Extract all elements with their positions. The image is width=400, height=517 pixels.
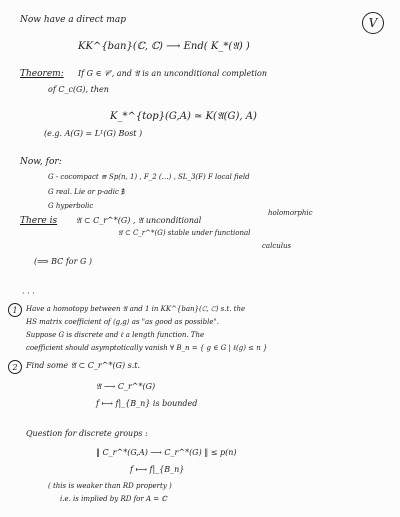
item-number-badge: 1: [8, 303, 22, 317]
note-line: Now, for:: [20, 157, 62, 167]
note-line: ( this is weaker than RD property ): [48, 482, 172, 490]
note-formula: f ⟼ f|_{B_n}: [130, 465, 185, 474]
note-annotation: holomorphic: [268, 209, 313, 217]
note-line: Suppose G is discrete and ℓ a length function. The: [26, 331, 205, 339]
note-line: Now have a direct map: [20, 15, 126, 25]
note-line: HS matrix coefficient of ⟨g,g⟩ as "as good as possible".: [26, 318, 219, 326]
note-line: Find some 𝔄 ⊂ C_r^*(G) s.t.: [26, 361, 141, 370]
note-line: If G ∈ 𝒞′, and 𝔄 is an unconditional completion: [78, 69, 267, 78]
note-line: (e.g. A(G) = L¹(G) Bost ): [44, 129, 143, 138]
note-line: calculus: [262, 242, 292, 250]
theorem-heading: Theorem:: [20, 69, 64, 79]
page-number-badge: V: [362, 12, 384, 34]
note-formula: f ⟼ f|_{B_n} is bounded: [96, 399, 198, 408]
separator-dots: · · ·: [22, 289, 35, 298]
note-line: 𝔄 ⊂ C_r^*(G) , 𝔄 unconditional: [76, 216, 202, 225]
note-formula: ‖ C_r^*(G,A) ⟶ C_r^*(G) ‖ ≤ p(n): [96, 448, 237, 457]
note-line: G hyperbolic: [48, 202, 94, 210]
note-heading: There is: [20, 216, 58, 226]
note-line: G real. Lie or p-adic ∄: [48, 188, 125, 196]
note-line: 𝔄 ⊂ C_r^*(G) stable under functional: [118, 229, 251, 237]
note-formula: 𝔄 ⟶ C_r^*(G): [96, 382, 156, 391]
note-line: Have a homotopy between 𝔄 and 1 in KK^{ban}(ℂ, ℂ) s.t. the: [26, 305, 246, 313]
note-formula: KK^{ban}(ℂ, ℂ) ⟶ End( K_*(𝔄) ): [78, 41, 250, 52]
note-line: coefficient should asymptotically vanish ∀ B_n = { g ∈ G | ℓ(g) ≤ n }: [26, 344, 268, 352]
note-line: (⟹ BC for G ): [34, 257, 93, 266]
note-formula: K_*^{top}(G,A) ≃ K(𝔄(G), A): [110, 111, 257, 122]
item-number-badge: 2: [8, 360, 22, 374]
note-line: Question for discrete groups :: [26, 429, 148, 438]
note-line: of C_c(G), then: [48, 85, 109, 94]
note-line: i.e. is implied by RD for A = ℂ: [60, 495, 167, 503]
note-line: G - cocompact ≅ Sp(n, 1) , F_2 (…) , SL_3(F) F local field: [48, 173, 250, 181]
